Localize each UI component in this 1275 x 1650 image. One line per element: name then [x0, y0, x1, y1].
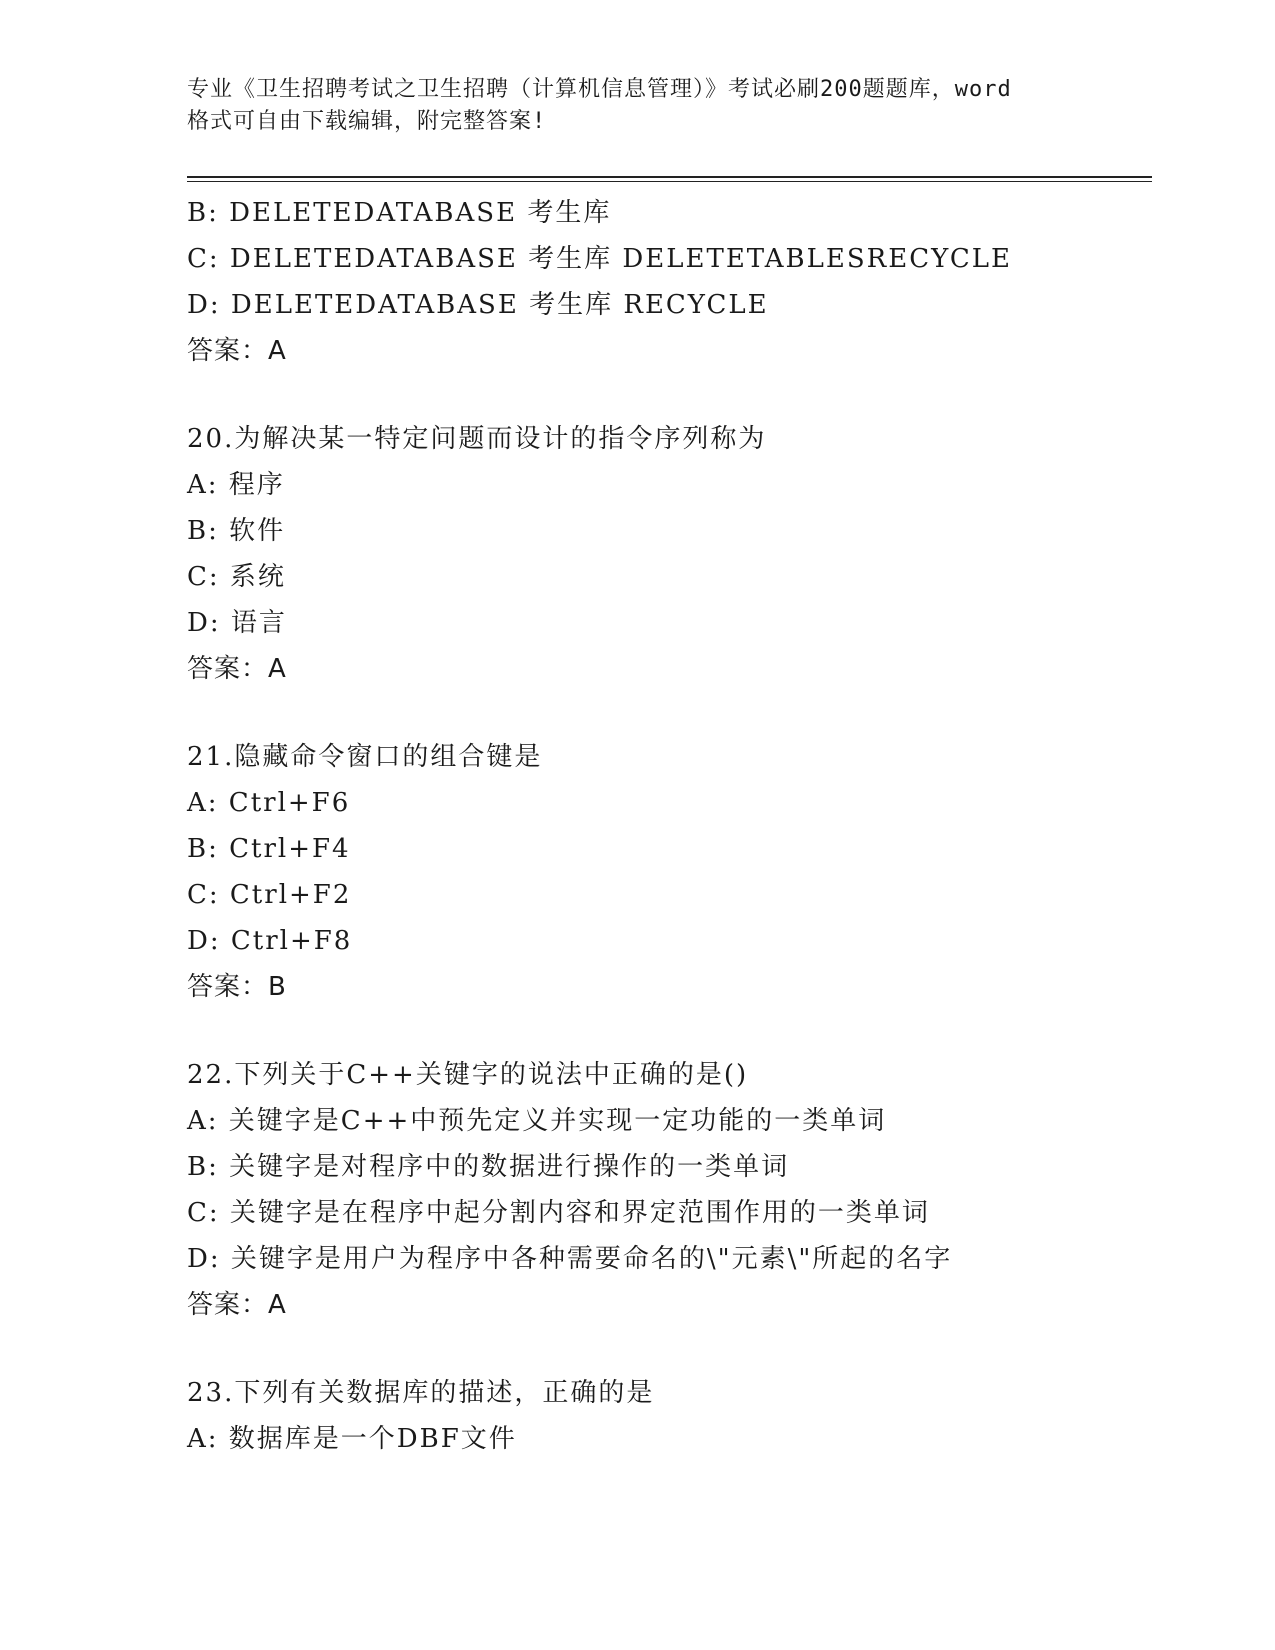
question-text: 22.下列关于C++关键字的说法中正确的是() [187, 1060, 749, 1090]
option-d: D: 关键字是用户为程序中各种需要命名的\"元素\"所起的名字 [187, 1244, 953, 1274]
option-d: D: 语言 [187, 608, 287, 638]
header-line-2: 格式可自由下载编辑，附完整答案! [187, 109, 547, 134]
header-line-1: 专业《卫生招聘考试之卫生招聘（计算机信息管理）》考试必刷200题题库，word [187, 77, 1012, 102]
question-22-block [187, 1052, 1152, 1328]
answer-line: 答案：A [187, 1290, 287, 1320]
question-text: 21.隐藏命令窗口的组合键是 [187, 742, 543, 772]
option-b: B: DELETEDATABASE 考生库 [187, 198, 612, 228]
question-20-block [187, 416, 1152, 692]
option-a: A: 关键字是C++中预先定义并实现一定功能的一类单词 [187, 1106, 887, 1136]
header-divider-thin [187, 181, 1152, 182]
option-c: C: Ctrl+F2 [187, 880, 352, 910]
question-21-block [187, 734, 1152, 1010]
option-c: C: 系统 [187, 562, 286, 592]
question-list [187, 190, 1152, 1462]
answer-line: 答案：A [187, 654, 287, 684]
option-a: A: 数据库是一个DBF文件 [187, 1424, 517, 1454]
option-b: B: Ctrl+F4 [187, 834, 351, 864]
question-text: 20.为解决某一特定问题而设计的指令序列称为 [187, 424, 767, 454]
option-b: B: 关键字是对程序中的数据进行操作的一类单词 [187, 1152, 790, 1182]
question-text: 23.下列有关数据库的描述，正确的是 [187, 1378, 655, 1408]
option-b: B: 软件 [187, 516, 286, 546]
question-23-block [187, 1370, 1152, 1462]
option-d: D: Ctrl+F8 [187, 926, 353, 956]
option-a: A: 程序 [187, 470, 285, 500]
document-header [187, 74, 1087, 138]
header-divider-thick [187, 176, 1152, 178]
option-d: D: DELETEDATABASE 考生库 RECYCLE [187, 290, 769, 320]
answer-line: 答案：B [187, 972, 287, 1002]
option-c: C: DELETEDATABASE 考生库 DELETETABLESRECYCLE [187, 244, 1012, 274]
question-19-block [187, 190, 1152, 374]
option-a: A: Ctrl+F6 [187, 788, 351, 818]
answer-line: 答案：A [187, 336, 287, 366]
option-c: C: 关键字是在程序中起分割内容和界定范围作用的一类单词 [187, 1198, 930, 1228]
